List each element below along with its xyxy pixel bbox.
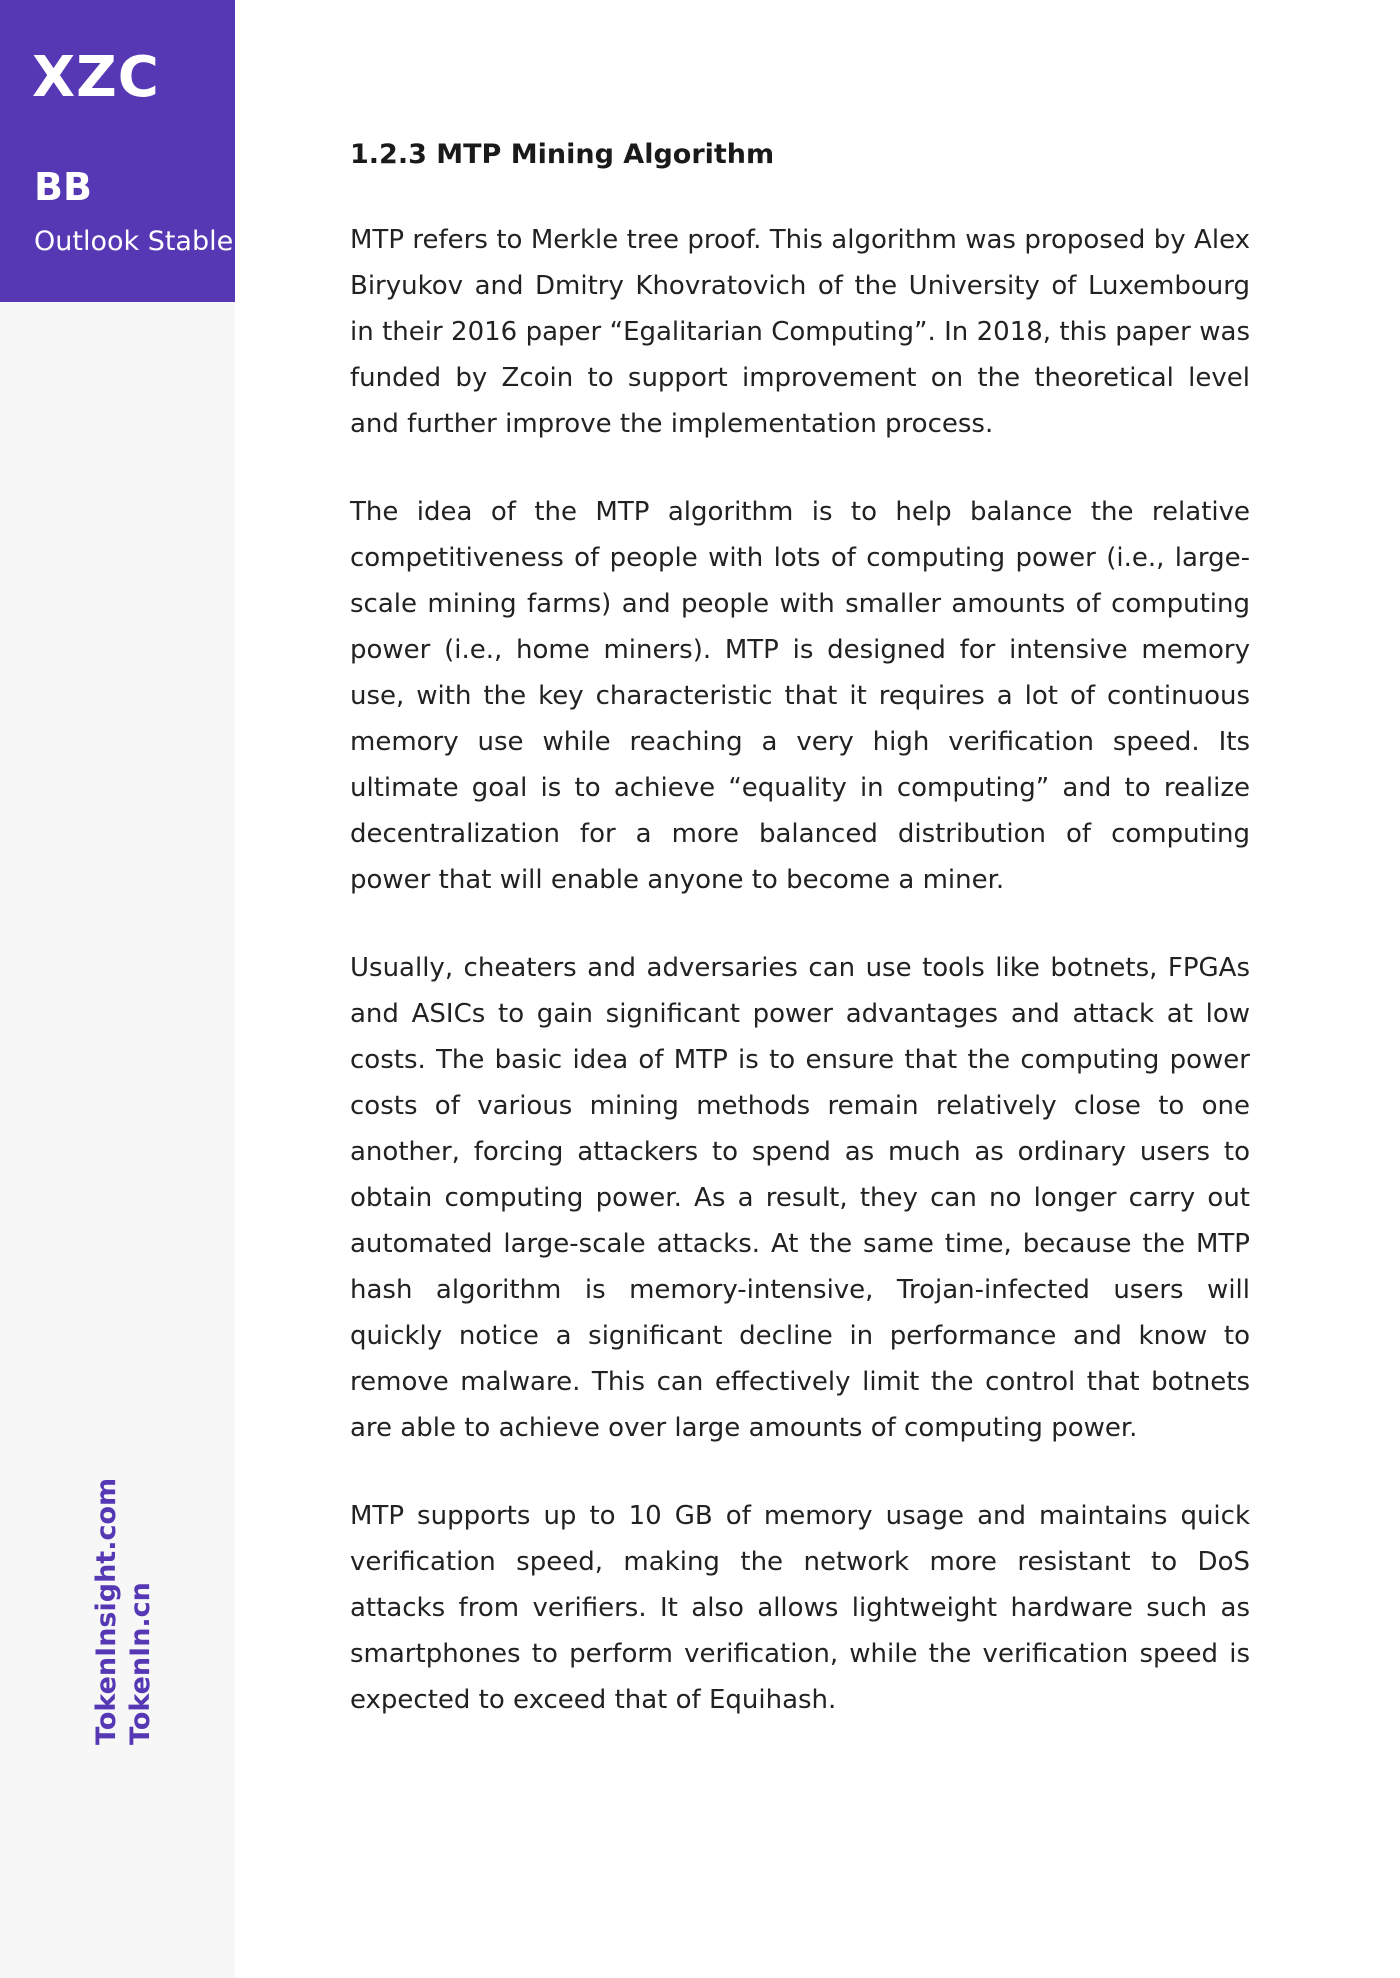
paragraph-mtp-idea: The idea of the MTP algorithm is to help balance the relative competitiveness of people with lots of computing power (i.e., large-scale mining farms) and people with smaller amounts of computing power (i.e., home miners). MTP is designed for intensive memory use, with the key characteristic that it requires a lot of continuous memory use while reaching a very high verification speed. Its ultimate goal is to achieve “equality in computing” and to realize decentralization for a more balanced distribution of computing power that will enable anyone to become a miner.	[350, 497, 1250, 895]
website-labels	[90, 1478, 158, 1745]
rating-grade: BB	[34, 165, 92, 209]
section-heading: 1.2.3 MTP Mining Algorithm	[350, 139, 775, 170]
website-tokeninsight-com: TokenInsight.com	[91, 1477, 122, 1745]
rating-outlook: Outlook Stable	[34, 226, 234, 257]
paragraph-memory-usage: MTP supports up to 10 GB of memory usage and maintains quick verification speed, making the network more resistant to DoS attacks from verifiers. It also allows lightweight hardware such as smartphones to perform verification, while the verification speed is expected to exceed that of Equihash.	[350, 1501, 1250, 1715]
sidebar	[0, 0, 235, 1978]
paragraph-attack-resistance: Usually, cheaters and adversaries can use tools like botnets, FPGAs and ASICs to gain significant power advantages and attack at low costs. The basic idea of MTP is to ensure that the computing power costs of various mining methods remain relatively close to one another, forcing attackers to spend as much as ordinary users to obtain computing power. As a result, they can no longer carry out automated large-scale attacks. At the same time, because the MTP hash algorithm is memory-intensive, Trojan-infected users will quickly notice a significant decline in performance and know to remove malware. This can effectively limit the control that botnets are able to achieve over large amounts of computing power.	[350, 953, 1250, 1443]
website-tokenin-cn: TokenIn.cn	[125, 1582, 156, 1745]
token-ticker: XZC	[32, 45, 160, 110]
paragraph-mtp-definition: MTP refers to Merkle tree proof. This algorithm was proposed by Alex Biryukov and Dmitry Khovratovich of the University of Luxembourg in their 2016 paper “Egalitarian Computing”. In 2018, this paper was funded by Zcoin to support improvement on the theoretical level and further improve the implementation process.	[350, 225, 1250, 439]
main-content	[350, 138, 1250, 1723]
rating-header	[0, 0, 235, 302]
